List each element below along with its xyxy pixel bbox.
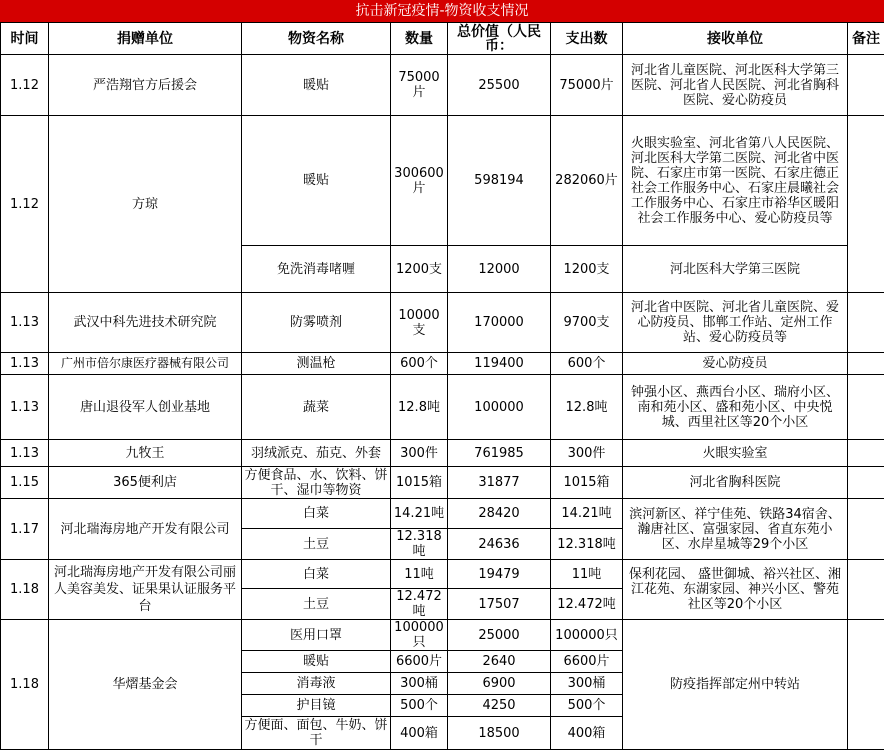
sheet-title: 抗击新冠疫情-物资收支情况 xyxy=(0,0,884,22)
cell-donor: 九牧王 xyxy=(49,440,242,467)
table-row xyxy=(1,116,884,246)
cell-spent: 300桶 xyxy=(551,673,623,695)
cell-spent: 9700支 xyxy=(551,293,623,353)
cell-value: 17507 xyxy=(448,589,551,620)
cell-qty: 300桶 xyxy=(391,673,448,695)
cell-note xyxy=(848,353,884,375)
cell-note xyxy=(848,116,884,293)
cell-value: 12000 xyxy=(448,246,551,293)
cell-time: 1.13 xyxy=(1,353,49,375)
cell-spent: 300件 xyxy=(551,440,623,467)
cell-spent: 100000只 xyxy=(551,620,623,651)
cell-donor: 严浩翔官方后援会 xyxy=(49,55,242,116)
cell-item: 土豆 xyxy=(242,529,391,560)
cell-qty: 10000支 xyxy=(391,293,448,353)
cell-item: 暖贴 xyxy=(242,55,391,116)
cell-time: 1.18 xyxy=(1,620,49,750)
table-row xyxy=(1,375,884,440)
header-row xyxy=(1,23,884,55)
cell-spent: 75000片 xyxy=(551,55,623,116)
cell-value: 18500 xyxy=(448,717,551,750)
table-row xyxy=(1,620,884,651)
cell-recipient: 防疫指挥部定州中转站 xyxy=(623,620,848,750)
cell-recipient: 爱心防疫员 xyxy=(623,353,848,375)
cell-value: 6900 xyxy=(448,673,551,695)
cell-recipient: 河北省胸科医院 xyxy=(623,467,848,499)
cell-item: 羽绒派克、茄克、外套 xyxy=(242,440,391,467)
cell-item: 免洗消毒啫喱 xyxy=(242,246,391,293)
cell-spent: 12.318吨 xyxy=(551,529,623,560)
cell-value: 119400 xyxy=(448,353,551,375)
cell-value: 100000 xyxy=(448,375,551,440)
cell-item: 白菜 xyxy=(242,499,391,529)
table-row xyxy=(1,55,884,116)
cell-value: 2640 xyxy=(448,651,551,673)
cell-spent: 11吨 xyxy=(551,560,623,589)
donation-table xyxy=(0,22,884,750)
cell-recipient: 滨河新区、祥宁佳苑、铁路34宿舍、瀚唐社区、富强家园、省直东苑小区、水岸星城等29个小区 xyxy=(623,499,848,560)
cell-qty: 500个 xyxy=(391,695,448,717)
cell-item: 消毒液 xyxy=(242,673,391,695)
table-row xyxy=(1,440,884,467)
cell-note xyxy=(848,293,884,353)
cell-qty: 12.472吨 xyxy=(391,589,448,620)
cell-value: 28420 xyxy=(448,499,551,529)
cell-qty: 400箱 xyxy=(391,717,448,750)
cell-time: 1.18 xyxy=(1,560,49,620)
cell-note xyxy=(848,440,884,467)
cell-note xyxy=(848,560,884,620)
cell-spent: 1200支 xyxy=(551,246,623,293)
cell-value: 4250 xyxy=(448,695,551,717)
table-row xyxy=(1,560,884,589)
cell-item: 白菜 xyxy=(242,560,391,589)
cell-time: 1.17 xyxy=(1,499,49,560)
cell-item: 测温枪 xyxy=(242,353,391,375)
cell-note xyxy=(848,499,884,560)
header-note: 备注 xyxy=(848,23,884,55)
cell-item: 医用口罩 xyxy=(242,620,391,651)
cell-note xyxy=(848,467,884,499)
cell-qty: 300600片 xyxy=(391,116,448,246)
cell-item: 护目镜 xyxy=(242,695,391,717)
cell-spent: 12.8吨 xyxy=(551,375,623,440)
cell-spent: 12.472吨 xyxy=(551,589,623,620)
cell-donor: 365便利店 xyxy=(49,467,242,499)
table-row xyxy=(1,499,884,529)
cell-item: 土豆 xyxy=(242,589,391,620)
cell-time: 1.12 xyxy=(1,116,49,293)
header-qty: 数量 xyxy=(391,23,448,55)
cell-value: 761985 xyxy=(448,440,551,467)
table-row xyxy=(1,467,884,499)
cell-qty: 600个 xyxy=(391,353,448,375)
cell-time: 1.12 xyxy=(1,55,49,116)
cell-value: 31877 xyxy=(448,467,551,499)
cell-item: 防雾喷剂 xyxy=(242,293,391,353)
cell-qty: 14.21吨 xyxy=(391,499,448,529)
cell-qty: 6600片 xyxy=(391,651,448,673)
cell-qty: 12.318吨 xyxy=(391,529,448,560)
cell-recipient: 保利花园、 盛世御城、裕兴社区、湘江花苑、东湖家园、神兴小区、警苑社区等20个小区 xyxy=(623,560,848,620)
cell-note xyxy=(848,620,884,750)
cell-qty: 1015箱 xyxy=(391,467,448,499)
cell-spent: 500个 xyxy=(551,695,623,717)
cell-donor: 河北瑞海房地产开发有限公司 xyxy=(49,499,242,560)
cell-spent: 600个 xyxy=(551,353,623,375)
cell-item: 方便面、面包、牛奶、饼干 xyxy=(242,717,391,750)
cell-note xyxy=(848,55,884,116)
cell-value: 25000 xyxy=(448,620,551,651)
cell-spent: 6600片 xyxy=(551,651,623,673)
cell-donor: 唐山退役军人创业基地 xyxy=(49,375,242,440)
cell-donor: 河北瑞海房地产开发有限公司丽人美容美发、证果果认证服务平台 xyxy=(49,560,242,620)
cell-recipient: 火眼实验室、河北省第八人民医院、河北医科大学第二医院、河北省中医院、石家庄市第一医院、石家庄德正社会工作服务中心、石家庄晨曦社会工作服务中心、石家庄市裕华区暖阳社会工作服务中心、爱心防疫员等 xyxy=(623,116,848,246)
header-recipient: 接收单位 xyxy=(623,23,848,55)
table-row xyxy=(1,293,884,353)
cell-time: 1.13 xyxy=(1,375,49,440)
cell-value: 170000 xyxy=(448,293,551,353)
cell-item: 蔬菜 xyxy=(242,375,391,440)
cell-qty: 12.8吨 xyxy=(391,375,448,440)
header-donor: 捐赠单位 xyxy=(49,23,242,55)
cell-recipient: 河北省中医院、河北省儿童医院、爱心防疫员、邯郸工作站、定州工作站、爱心防疫员等 xyxy=(623,293,848,353)
cell-recipient: 火眼实验室 xyxy=(623,440,848,467)
cell-qty: 300件 xyxy=(391,440,448,467)
header-value: 总价值（人民币： xyxy=(448,23,551,55)
cell-qty: 1200支 xyxy=(391,246,448,293)
cell-spent: 1015箱 xyxy=(551,467,623,499)
cell-item: 暖贴 xyxy=(242,116,391,246)
table-row xyxy=(1,353,884,375)
cell-item: 方便食品、水、饮料、饼干、湿巾等物资 xyxy=(242,467,391,499)
cell-qty: 75000片 xyxy=(391,55,448,116)
cell-donor: 华熠基金会 xyxy=(49,620,242,750)
cell-spent: 400箱 xyxy=(551,717,623,750)
cell-recipient: 钟强小区、燕西台小区、瑞府小区、南和苑小区、盛和苑小区、中央悦城、西里社区等20个小区 xyxy=(623,375,848,440)
header-item: 物资名称 xyxy=(242,23,391,55)
cell-recipient: 河北医科大学第三医院 xyxy=(623,246,848,293)
cell-value: 19479 xyxy=(448,560,551,589)
cell-time: 1.13 xyxy=(1,440,49,467)
cell-item: 暖贴 xyxy=(242,651,391,673)
cell-recipient: 河北省儿童医院、河北医科大学第三医院、河北省人民医院、河北省胸科医院、爱心防疫员 xyxy=(623,55,848,116)
cell-spent: 14.21吨 xyxy=(551,499,623,529)
cell-qty: 100000只 xyxy=(391,620,448,651)
header-spent: 支出数 xyxy=(551,23,623,55)
cell-value: 25500 xyxy=(448,55,551,116)
cell-donor: 方琼 xyxy=(49,116,242,293)
cell-note xyxy=(848,375,884,440)
cell-time: 1.15 xyxy=(1,467,49,499)
cell-value: 24636 xyxy=(448,529,551,560)
header-time: 时间 xyxy=(1,23,49,55)
cell-spent: 282060片 xyxy=(551,116,623,246)
cell-donor: 武汉中科先进技术研究院 xyxy=(49,293,242,353)
cell-donor: 广州市倍尔康医疗器械有限公司 xyxy=(49,353,242,375)
cell-time: 1.13 xyxy=(1,293,49,353)
cell-qty: 11吨 xyxy=(391,560,448,589)
cell-value: 598194 xyxy=(448,116,551,246)
